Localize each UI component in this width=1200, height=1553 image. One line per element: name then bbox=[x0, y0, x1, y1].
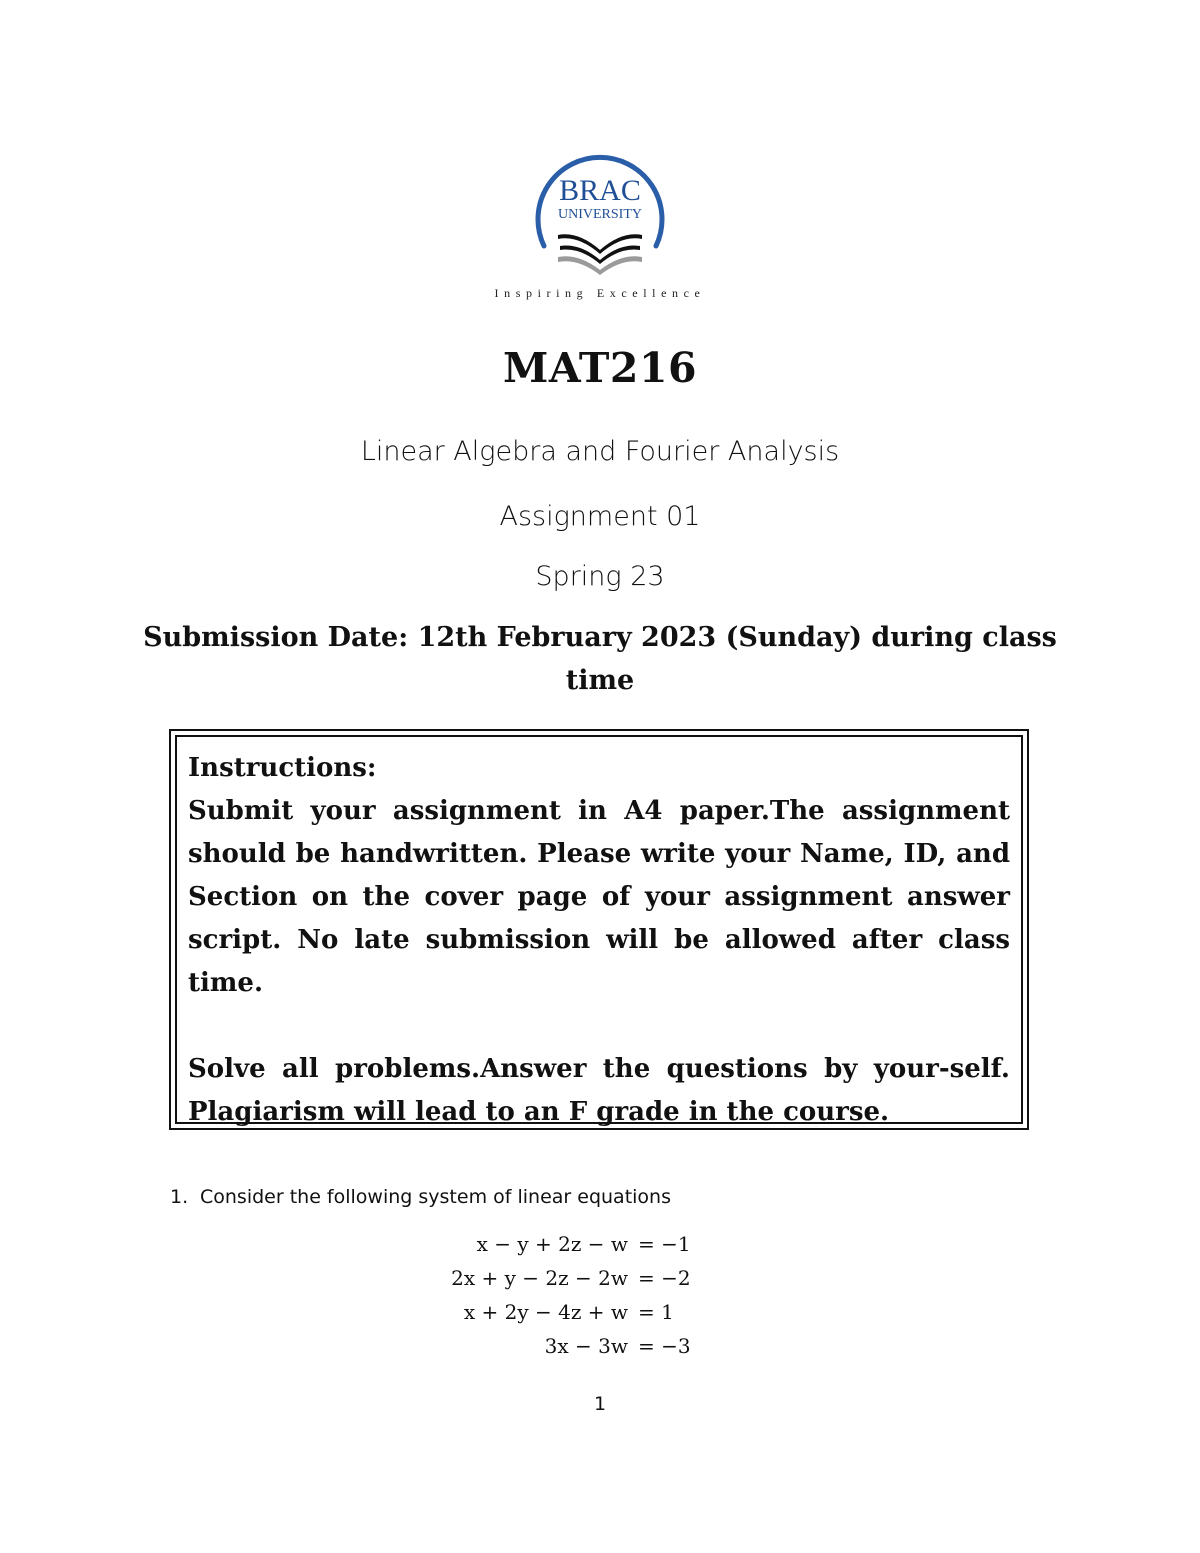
submission-date: Submission Date: 12th February 2023 (Sunday) during class time bbox=[143, 622, 1057, 696]
instructions-heading: Instructions: bbox=[188, 753, 377, 783]
question-1 bbox=[170, 1186, 1070, 1208]
equation-rhs: = 1 bbox=[638, 1300, 674, 1324]
assignment-title: Assignment 01 bbox=[499, 501, 701, 532]
instructions-paragraph-1: Submit your assignment in A4 paper.The assignment should be handwritten. Please write your Name, ID, and Section on the cover page of your assignment answer script. No late submission will be allowed after class time. bbox=[188, 796, 1010, 998]
paragraph-spacer bbox=[188, 1005, 1010, 1048]
logo-tagline: Inspiring Excellence bbox=[494, 286, 706, 300]
instructions-paragraph-2: Solve all problems.Answer the questions by your-self. Plagiarism will lead to an F grade in the course. bbox=[188, 1054, 1010, 1127]
logo-text-university: UNIVERSITY bbox=[558, 207, 642, 222]
question-text: Consider the following system of linear equations bbox=[200, 1186, 671, 1208]
equation-system bbox=[430, 1232, 750, 1368]
equation-rhs: = −3 bbox=[638, 1334, 691, 1358]
equation-rhs: = −2 bbox=[638, 1266, 691, 1290]
brac-university-logo bbox=[528, 138, 672, 288]
equation-lhs: x + 2y − 4z + w bbox=[463, 1300, 628, 1324]
course-code: MAT216 bbox=[502, 344, 698, 392]
instructions-box bbox=[169, 729, 1029, 1130]
equation-row bbox=[430, 1334, 750, 1368]
equation-lhs: 2x + y − 2z − 2w bbox=[451, 1266, 628, 1290]
equation-lhs: x − y + 2z − w bbox=[476, 1232, 628, 1256]
book-icon-top bbox=[558, 234, 642, 254]
logo-text-brac: BRAC bbox=[559, 174, 641, 207]
equation-row bbox=[430, 1300, 750, 1334]
term-label: Spring 23 bbox=[535, 561, 665, 592]
equation-rhs: = −1 bbox=[638, 1232, 691, 1256]
question-number: 1. bbox=[170, 1186, 189, 1208]
page-number: 1 bbox=[593, 1393, 607, 1415]
equation-row bbox=[430, 1232, 750, 1266]
course-name: Linear Algebra and Fourier Analysis bbox=[360, 436, 840, 467]
equation-lhs: 3x − 3w bbox=[544, 1334, 628, 1358]
book-icon-bottom bbox=[558, 256, 642, 275]
equation-row bbox=[430, 1266, 750, 1300]
instructions-inner-frame bbox=[175, 735, 1023, 1127]
